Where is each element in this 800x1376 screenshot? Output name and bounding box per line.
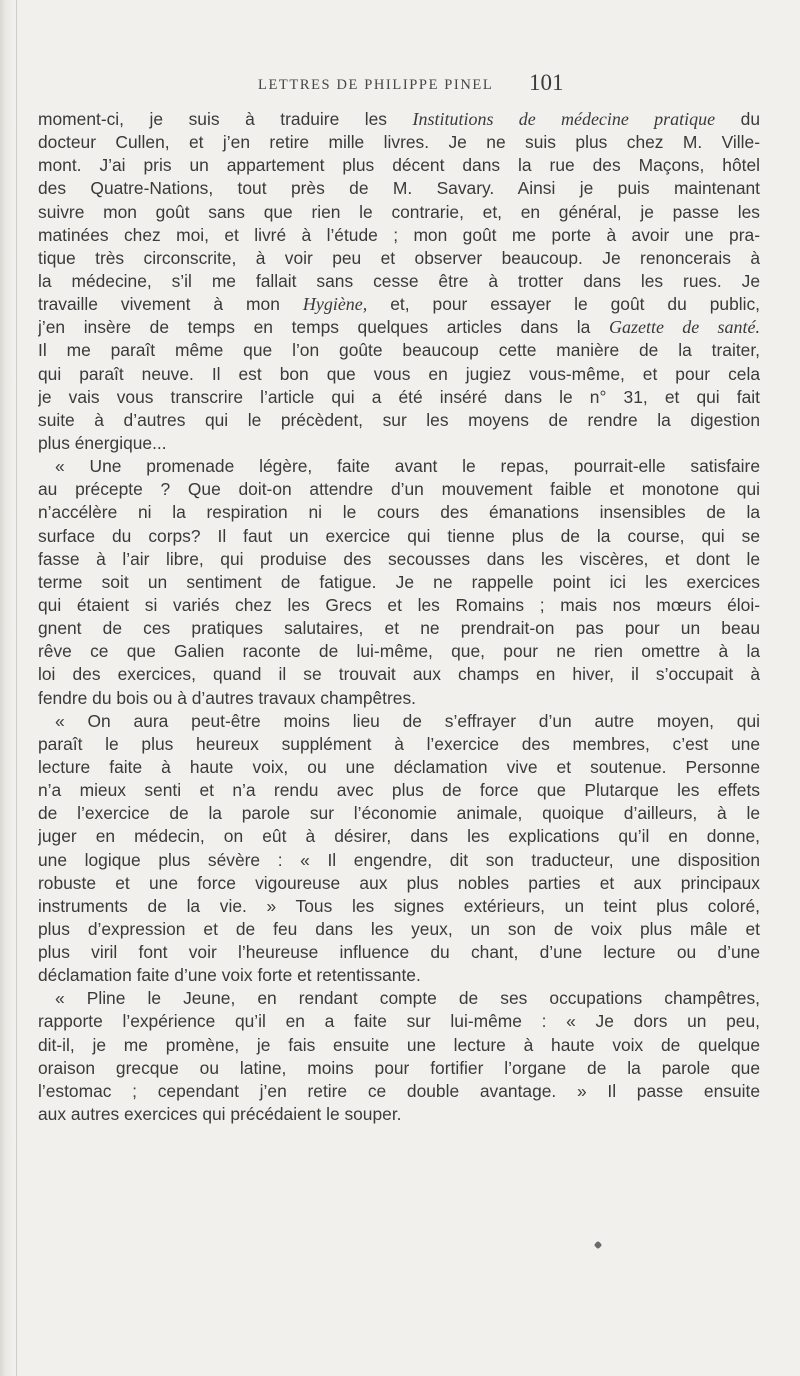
text-line: suite à d’autres qui le précèdent, sur les moyens de rendre la digestion [38, 409, 760, 430]
italic-title: Institutions de médecine pratique [412, 109, 716, 129]
text-line: des Quatre-Nations, tout près de M. Savary. Ainsi je puis maintenant [38, 178, 760, 199]
text-line: mont. J’ai pris un appartement plus décent dans la rue des Maçons, hôtel [38, 155, 760, 176]
text-line: moment-ci, je suis à traduire les Institutions de médecine pratique du [38, 109, 760, 129]
text-line: « On aura peut-être moins lieu de s’effrayer d’un autre moyen, qui [55, 710, 760, 731]
text-line: qui paraît neuve. Il est bon que vous en jugiez vous-même, et pour cela [38, 363, 760, 384]
text-line: de l’exercice de la parole sur l’économie animale, quoique d’ailleurs, à le [38, 803, 760, 824]
text-line: qui étaient si variés chez les Grecs et les Romains ; mais nos mœurs éloi- [38, 594, 760, 615]
text-line: « Une promenade légère, faite avant le repas, pourrait-elle satisfaire [55, 456, 760, 477]
text-line: l’estomac ; cependant j’en retire ce double avantage. » Il passe ensuite [38, 1080, 760, 1101]
text-line: instruments de la vie. » Tous les signes extérieurs, un teint plus coloré, [38, 895, 760, 916]
page-number: 101 [529, 70, 564, 95]
text-line: « Pline le Jeune, en rendant compte de ses occupations champêtres, [55, 988, 760, 1009]
binding-edge-line [16, 0, 17, 1376]
text-line: rapporte l’expérience qu’il en a faite sur lui-même : « Je dors un peu, [38, 1011, 760, 1032]
text-line: aux autres exercices qui précédaient le souper. [38, 1104, 402, 1125]
text-line: Il me paraît même que l’on goûte beaucoup cette manière de la traiter, [38, 340, 760, 361]
ink-speck [594, 1241, 602, 1249]
text-line: n’a mieux senti et n’a rendu avec plus de force que Plutarque les effets [38, 780, 760, 801]
text-line: suivre mon goût sans que rien le contrarie, et, en général, je passe les [38, 201, 760, 222]
text-line: je vais vous transcrire l’article qui a été inséré dans le n° 31, et qui fait [38, 386, 760, 407]
text-line: paraît le plus heureux supplément à l’exercice des membres, c’est une [38, 733, 760, 754]
italic-title: Gazette de santé. [608, 317, 760, 338]
text-line: j’en insère de temps en temps quelques articles dans la Gazette de santé. [38, 317, 760, 338]
text-line: une logique plus sévère : « Il engendre, dit son traducteur, une disposition [38, 849, 760, 870]
text-line: gnent de ces pratiques salutaires, et ne prendrait-on pas pour un beau [38, 618, 760, 639]
text-line: n’accélère ni la respiration ni le cours des émanations insensibles de la [38, 502, 760, 523]
text-line: fasse à l’air libre, qui produise des secousses dans les viscères, et dont le [38, 548, 760, 569]
text-line: matinées chez moi, et livré à l’étude ; mon goût me porte à avoir une pra- [38, 224, 760, 245]
text-line: fendre du bois ou à d’autres travaux champêtres. [38, 687, 416, 708]
text-line: rêve ce que Galien raconte de lui-même, que, pour ne rien omettre à la [38, 641, 760, 662]
text-line: surface du corps? Il faut un exercice qui tienne plus de la course, qui se [38, 525, 760, 546]
text-line: docteur Cullen, et j’en retire mille livres. Je ne suis plus chez M. Ville- [38, 132, 760, 153]
page-header [0, 68, 800, 108]
text-line: plus viril font voir l’heureuse influence du chant, d’une lecture ou d’une [38, 942, 760, 963]
body-text [38, 108, 760, 1126]
text-line: loi des exercices, quand il se trouvait aux champs en hiver, il s’occupait à [38, 664, 760, 685]
running-title: LETTRES DE PHILIPPE PINEL [258, 77, 494, 93]
text-line: tique très circonscrite, à voir peu et observer beaucoup. Je renoncerais à [38, 247, 760, 268]
italic-title: Hygiène, [302, 294, 368, 315]
text-line: oraison grecque ou latine, moins pour fortifier l’organe de la parole que [38, 1057, 760, 1078]
text-line: robuste et une force vigoureuse aux plus nobles parties et aux principaux [38, 872, 760, 893]
text-line: plus énergique... [38, 432, 167, 453]
text-line: la médecine, s’il me fallait sans cesse être à trotter dans les rues. Je [38, 270, 760, 291]
text-line: terme soit un sentiment de fatigue. Je ne rappelle point ici les exercices [38, 571, 760, 592]
page-edge-shadow [0, 0, 14, 1376]
text-line: dit-il, je me promène, je fais ensuite une lecture à haute voix de quelque [38, 1034, 760, 1055]
text-line: juger en médecin, on eût à désirer, dans les explications qu’il en donne, [38, 826, 760, 847]
text-line: lecture faite à haute voix, ou une déclamation vive et soutenue. Personne [38, 756, 760, 777]
text-line: déclamation faite d’une voix forte et retentissante. [38, 965, 421, 986]
text-line: travaille vivement à mon Hygiène, et, pour essayer le goût du public, [38, 294, 760, 315]
text-line: au précepte ? Que doit-on attendre d’un mouvement faible et monotone qui [38, 479, 760, 500]
text-line: plus d’expression et de feu dans les yeux, un son de voix plus mâle et [38, 918, 760, 939]
